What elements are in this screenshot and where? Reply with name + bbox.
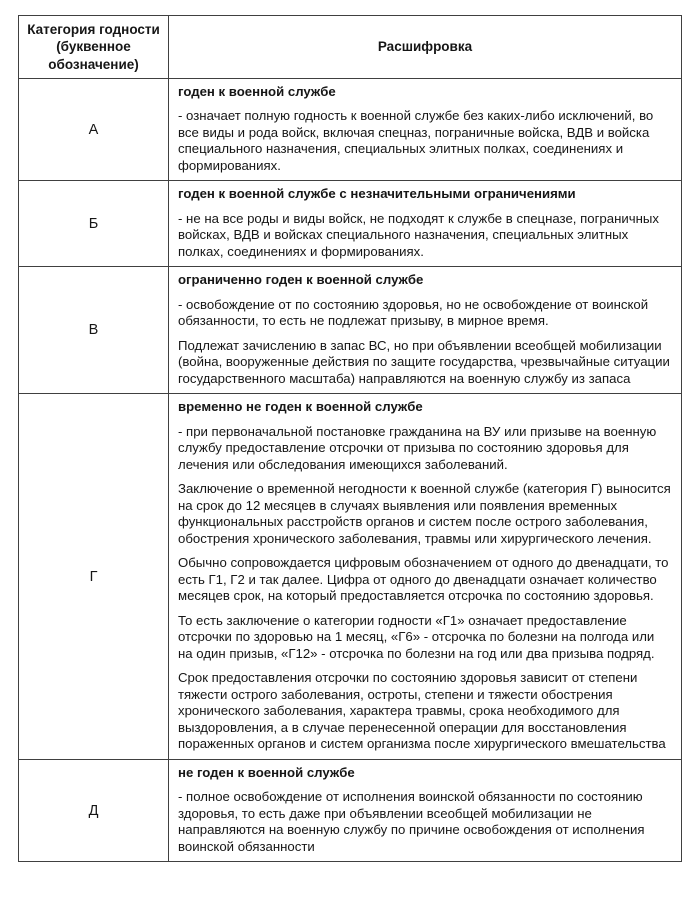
description-paragraph: - освобождение от по состоянию здоровья, но не освобождение от воинской обязанности, то есть не подлежат призыву, в мирное время. <box>178 296 649 329</box>
table-row <box>19 181 682 267</box>
table-body <box>19 78 682 862</box>
description-paragraph: Срок предоставления отсрочки по состоянию здоровья зависит от степени тяжести острого заболевания, остроты, степени и тяжести обострения хронического заболевания, характера травмы, срока необходимого для выздоровления, а в случае перенесенной операции для восстановления пораженных органов и систем организма после хирургического вмешательства <box>178 670 666 752</box>
meaning-column-header: Расшифровка <box>169 16 682 79</box>
category-letter: Д <box>19 759 169 862</box>
table-row <box>19 759 682 862</box>
category-description <box>169 78 682 181</box>
fitness-categories-table <box>18 15 682 862</box>
category-column-header: Категория годности (буквенное обозначение) <box>19 16 169 79</box>
description-paragraph: Обычно сопровождается цифровым обозначением от одного до двенадцати, то есть Г1, Г2 и так далее. Цифра от одного до двенадцати означает количество месяцев срок, на который предоставляется отсрочка по состоянию здоровья. <box>178 555 669 604</box>
category-letter: Б <box>19 181 169 267</box>
category-description <box>169 267 682 394</box>
category-title: временно не годен к военной службе <box>178 399 423 415</box>
category-letter: В <box>19 267 169 394</box>
description-paragraph: Заключение о временной негодности к военной службе (категория Г) выносится на срок до 12 месяцев в случаях выявления или появления временных функциональных расстройств органов и систем после острого заболевания, обострения хронического заболевания, травмы или хирургического лечения. <box>178 481 671 546</box>
description-paragraph: - полное освобождение от исполнения воинской обязанности по состоянию здоровья, то есть даже при объявлении всеобщей мобилизации не направляются на военную службу по причине освобождения от исполнения воинской обязанности <box>178 789 645 854</box>
category-description <box>169 759 682 862</box>
category-description <box>169 394 682 760</box>
table-row <box>19 394 682 760</box>
category-letter: Г <box>19 394 169 760</box>
description-paragraph: - означает полную годность к военной службе без каких-либо исключений, во все виды и рода войск, включая спецназ, пограничные войска, ВДВ и войска специального назначения, специальных элитных полках, соединениях и формированиях. <box>178 108 654 173</box>
category-title: ограниченно годен к военной службе <box>178 272 424 288</box>
category-title: годен к военной службе <box>178 83 336 99</box>
category-description <box>169 181 682 267</box>
category-title: не годен к военной службе <box>178 764 355 780</box>
description-paragraph: Подлежат зачислению в запас ВС, но при объявлении всеобщей мобилизации (война, вооруженные действия по защите государства, чрезвычайные ситуации государственного масштаба) направляются на военную службу из запаса <box>178 337 670 386</box>
header-row <box>19 16 682 79</box>
category-letter: А <box>19 78 169 181</box>
table-row <box>19 78 682 181</box>
description-paragraph: То есть заключение о категории годности «Г1» означает предоставление отсрочки по здоровью на 1 месяц, «Г6» - отсрочка по болезни на полгода или на один призыв, «Г12» - отсрочка по болезни на год или два призыва подряд. <box>178 612 655 661</box>
description-paragraph: - не на все роды и виды войск, не подходят к службе в спецназе, пограничных войсках, ВДВ и войсках специального назначения, специальных элитных полках, соединениях и формированиях. <box>178 210 659 259</box>
description-paragraph: - при первоначальной постановке гражданина на ВУ или призыве на военную службу предоставление отсрочки от призыва по состоянию здоровья для лечения или обследования имеющихся заболеваний. <box>178 423 657 472</box>
table-row <box>19 267 682 394</box>
category-title: годен к военной службе с незначительными ограничениями <box>178 186 576 202</box>
